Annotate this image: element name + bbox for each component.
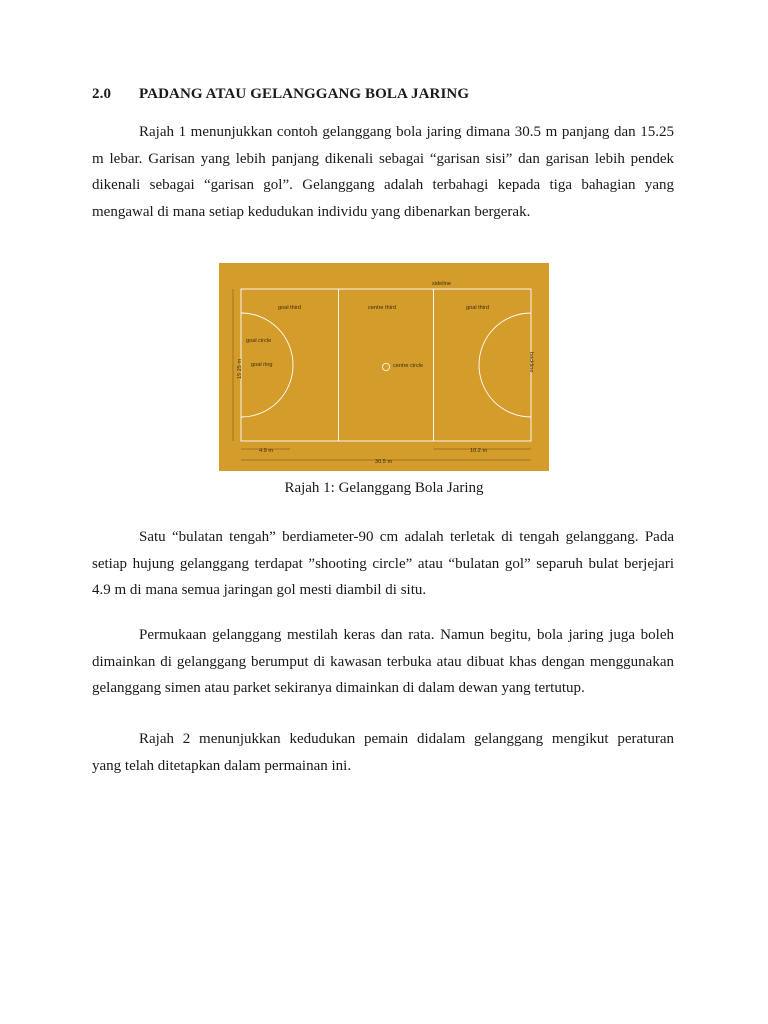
label-sideline: sideline — [432, 281, 451, 287]
paragraph-line: dimainkan di gelanggang berumput di kawasan terbuka atau dibuat khas dengan menggunakan — [92, 653, 674, 670]
label-width-dimension: 15.25 m — [237, 358, 243, 379]
paragraph-1 — [92, 119, 674, 225]
paragraph-line: Rajah 1 menunjukkan contoh gelanggang bola jaring dimana 30.5 m panjang dan 15.25 — [139, 124, 674, 140]
paragraph-line: mengawal di mana setiap kedudukan individu yang dibenarkan bergerak. — [92, 203, 531, 220]
paragraph-line: setiap hujung gelanggang terdapat ”shooting circle” atau “bulatan gol” separuh bulat berjejari — [92, 555, 674, 572]
label-backline: backline — [528, 352, 534, 373]
paragraph-4 — [92, 726, 674, 779]
section-number: 2.0 — [92, 86, 112, 102]
paragraph-line: m lebar. Garisan yang lebih panjang dikenali sebagai “garisan sisi” dan garisan lebih pendek — [92, 150, 674, 167]
label-centre-circle: centre circle — [393, 363, 424, 369]
label-goal-circle: goal circle — [246, 338, 272, 344]
label-length-dimension: 30.5 m — [375, 459, 393, 465]
section-title: PADANG ATAU GELANGGANG BOLA JARING — [139, 86, 470, 102]
paragraph-line: 4.9 m di mana semua jaringan gol mesti diambil di situ. — [92, 582, 427, 598]
label-third-dimension: 4.9 m — [259, 448, 273, 454]
paragraph-line: Satu “bulatan tengah” berdiameter-90 cm adalah terletak di tengah gelanggang. Pada — [139, 529, 674, 545]
paragraph-2 — [92, 524, 674, 604]
label-circle-dimension: 10.2 m — [470, 448, 488, 454]
section-heading — [92, 86, 469, 103]
label-goal-third-right: goal third — [466, 305, 490, 311]
label-goal-third-left: goal third — [278, 305, 302, 311]
paragraph-line: Rajah 2 menunjukkan kedudukan pemain didalam gelanggang mengikut peraturan — [139, 731, 674, 747]
netball-court-figure — [219, 263, 549, 471]
paragraph-line: gelanggang simen atau parket sekiranya dimainkan di dalam dewan yang tertutup. — [92, 680, 585, 696]
paragraph-line: Permukaan gelanggang mestilah keras dan rata. Namun begitu, bola jaring juga boleh — [139, 627, 674, 643]
figure-caption: Rajah 1: Gelanggang Bola Jaring — [284, 480, 484, 496]
paragraph-line: yang telah ditetapkan dalam permainan ini. — [92, 757, 352, 774]
paragraph-3 — [92, 622, 674, 702]
label-goal-ring: goal ring — [251, 362, 273, 368]
paragraph-line: dikenali sebagai “garisan gol”. Gelanggang adalah terbahagi kepada tiga bahagian yang — [92, 177, 674, 193]
label-centre-third: centre third — [368, 305, 396, 311]
